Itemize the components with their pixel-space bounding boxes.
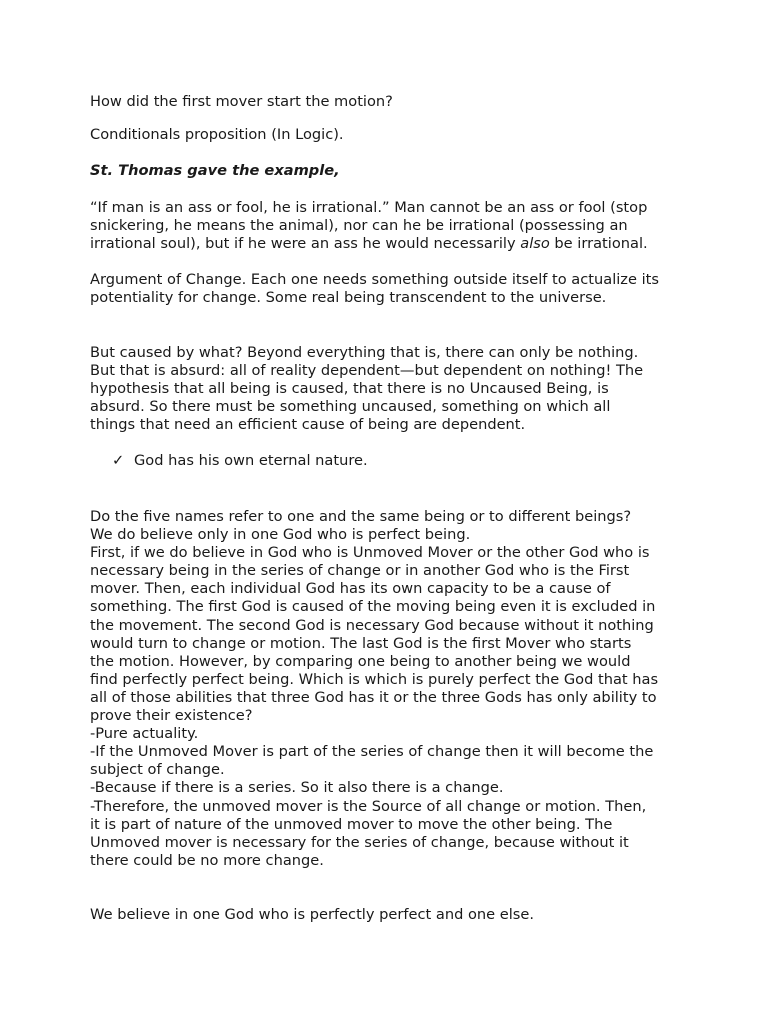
checkmark-icon: ✓: [112, 452, 125, 469]
paragraph-line: Do the five names refer to one and the same being or to different beings?: [90, 508, 632, 525]
paragraph-line: potentiality for change. Some real being transcendent to the universe.: [90, 289, 607, 307]
paragraph-line: -Therefore, the unmoved mover is the Source of all change or motion. Then,: [90, 797, 647, 815]
paragraph-line: But that is absurd: all of reality dependent—but dependent on nothing! The: [90, 362, 644, 380]
quote-emphasis: also: [520, 235, 550, 253]
paragraph-line: hypothesis that all being is caused, that there is no Uncaused Being, is: [90, 380, 609, 398]
paragraph-line: We do believe only in one God who is perfect being.: [90, 526, 471, 544]
paragraph-line: all of those abilities that three God has it or the three Gods has only ability to: [90, 688, 657, 706]
paragraph-line: there could be no more change.: [90, 851, 324, 869]
paragraph-line: it is part of nature of the unmoved mover to move the other being. The: [90, 815, 613, 833]
paragraph-line: First, if we do believe in God who is Unmoved Mover or the other God who is: [90, 544, 650, 562]
paragraph-line: Argument of Change. Each one needs something outside itself to actualize its: [90, 271, 659, 288]
paragraph-line: find perfectly perfect being. Which is which is purely perfect the God that has: [90, 670, 659, 688]
quote-line: [90, 235, 690, 253]
paragraph-line: absurd. So there must be something uncaused, something on which all: [90, 398, 611, 416]
quote-paragraph: [90, 199, 690, 253]
paragraph-line: the movement. The second God is necessary God because without it nothing: [90, 616, 654, 634]
paragraph-line: -Pure actuality.: [90, 725, 199, 743]
paragraph-line: prove their existence?: [90, 707, 253, 725]
paragraph-line: necessary being in the series of change or in another God who is the First: [90, 562, 630, 580]
paragraph-line: mover. Then, each individual God has its own capacity to be a cause of: [90, 580, 611, 598]
paragraph-line: things that need an efficient cause of being are dependent.: [90, 416, 526, 434]
paragraph-line: -Because if there is a series. So it also there is a change.: [90, 779, 504, 797]
paragraph-line: But caused by what? Beyond everything that is, there can only be nothing.: [90, 344, 639, 361]
five-names-paragraph: [90, 508, 690, 870]
checklist-item-label: God has his own eternal nature.: [134, 452, 368, 469]
quote-line: “If man is an ass or fool, he is irrational.” Man cannot be an ass or fool (stop: [90, 199, 648, 216]
paragraph-line: something. The first God is caused of the moving being even it is excluded in: [90, 598, 656, 616]
paragraph-line: subject of change.: [90, 761, 225, 779]
quote-line-text: irrational soul), but if he were an ass he would necessarily: [90, 235, 521, 253]
paragraph-line: -If the Unmoved Mover is part of the series of change then it will become the: [90, 743, 654, 761]
closing-statement: We believe in one God who is perfectly perfect and one else.: [90, 906, 535, 923]
paragraph-line: the motion. However, by comparing one being to another being we would: [90, 652, 631, 670]
paragraph-line: Unmoved mover is necessary for the series of change, because without it: [90, 833, 629, 851]
paragraph-line: would turn to change or motion. The last God is the first Mover who starts: [90, 634, 632, 652]
caused-by-what-paragraph: [90, 344, 690, 434]
question-first-mover: How did the first mover start the motion?: [90, 93, 393, 110]
checklist-item: [112, 452, 368, 470]
conditionals-proposition: Conditionals proposition (In Logic).: [90, 126, 344, 143]
quote-line: snickering, he means the animal), nor can he be irrational (possessing an: [90, 217, 628, 235]
section-heading: St. Thomas gave the example,: [90, 162, 340, 179]
argument-of-change-paragraph: [90, 271, 690, 307]
quote-line-end: be irrational.: [549, 235, 648, 253]
